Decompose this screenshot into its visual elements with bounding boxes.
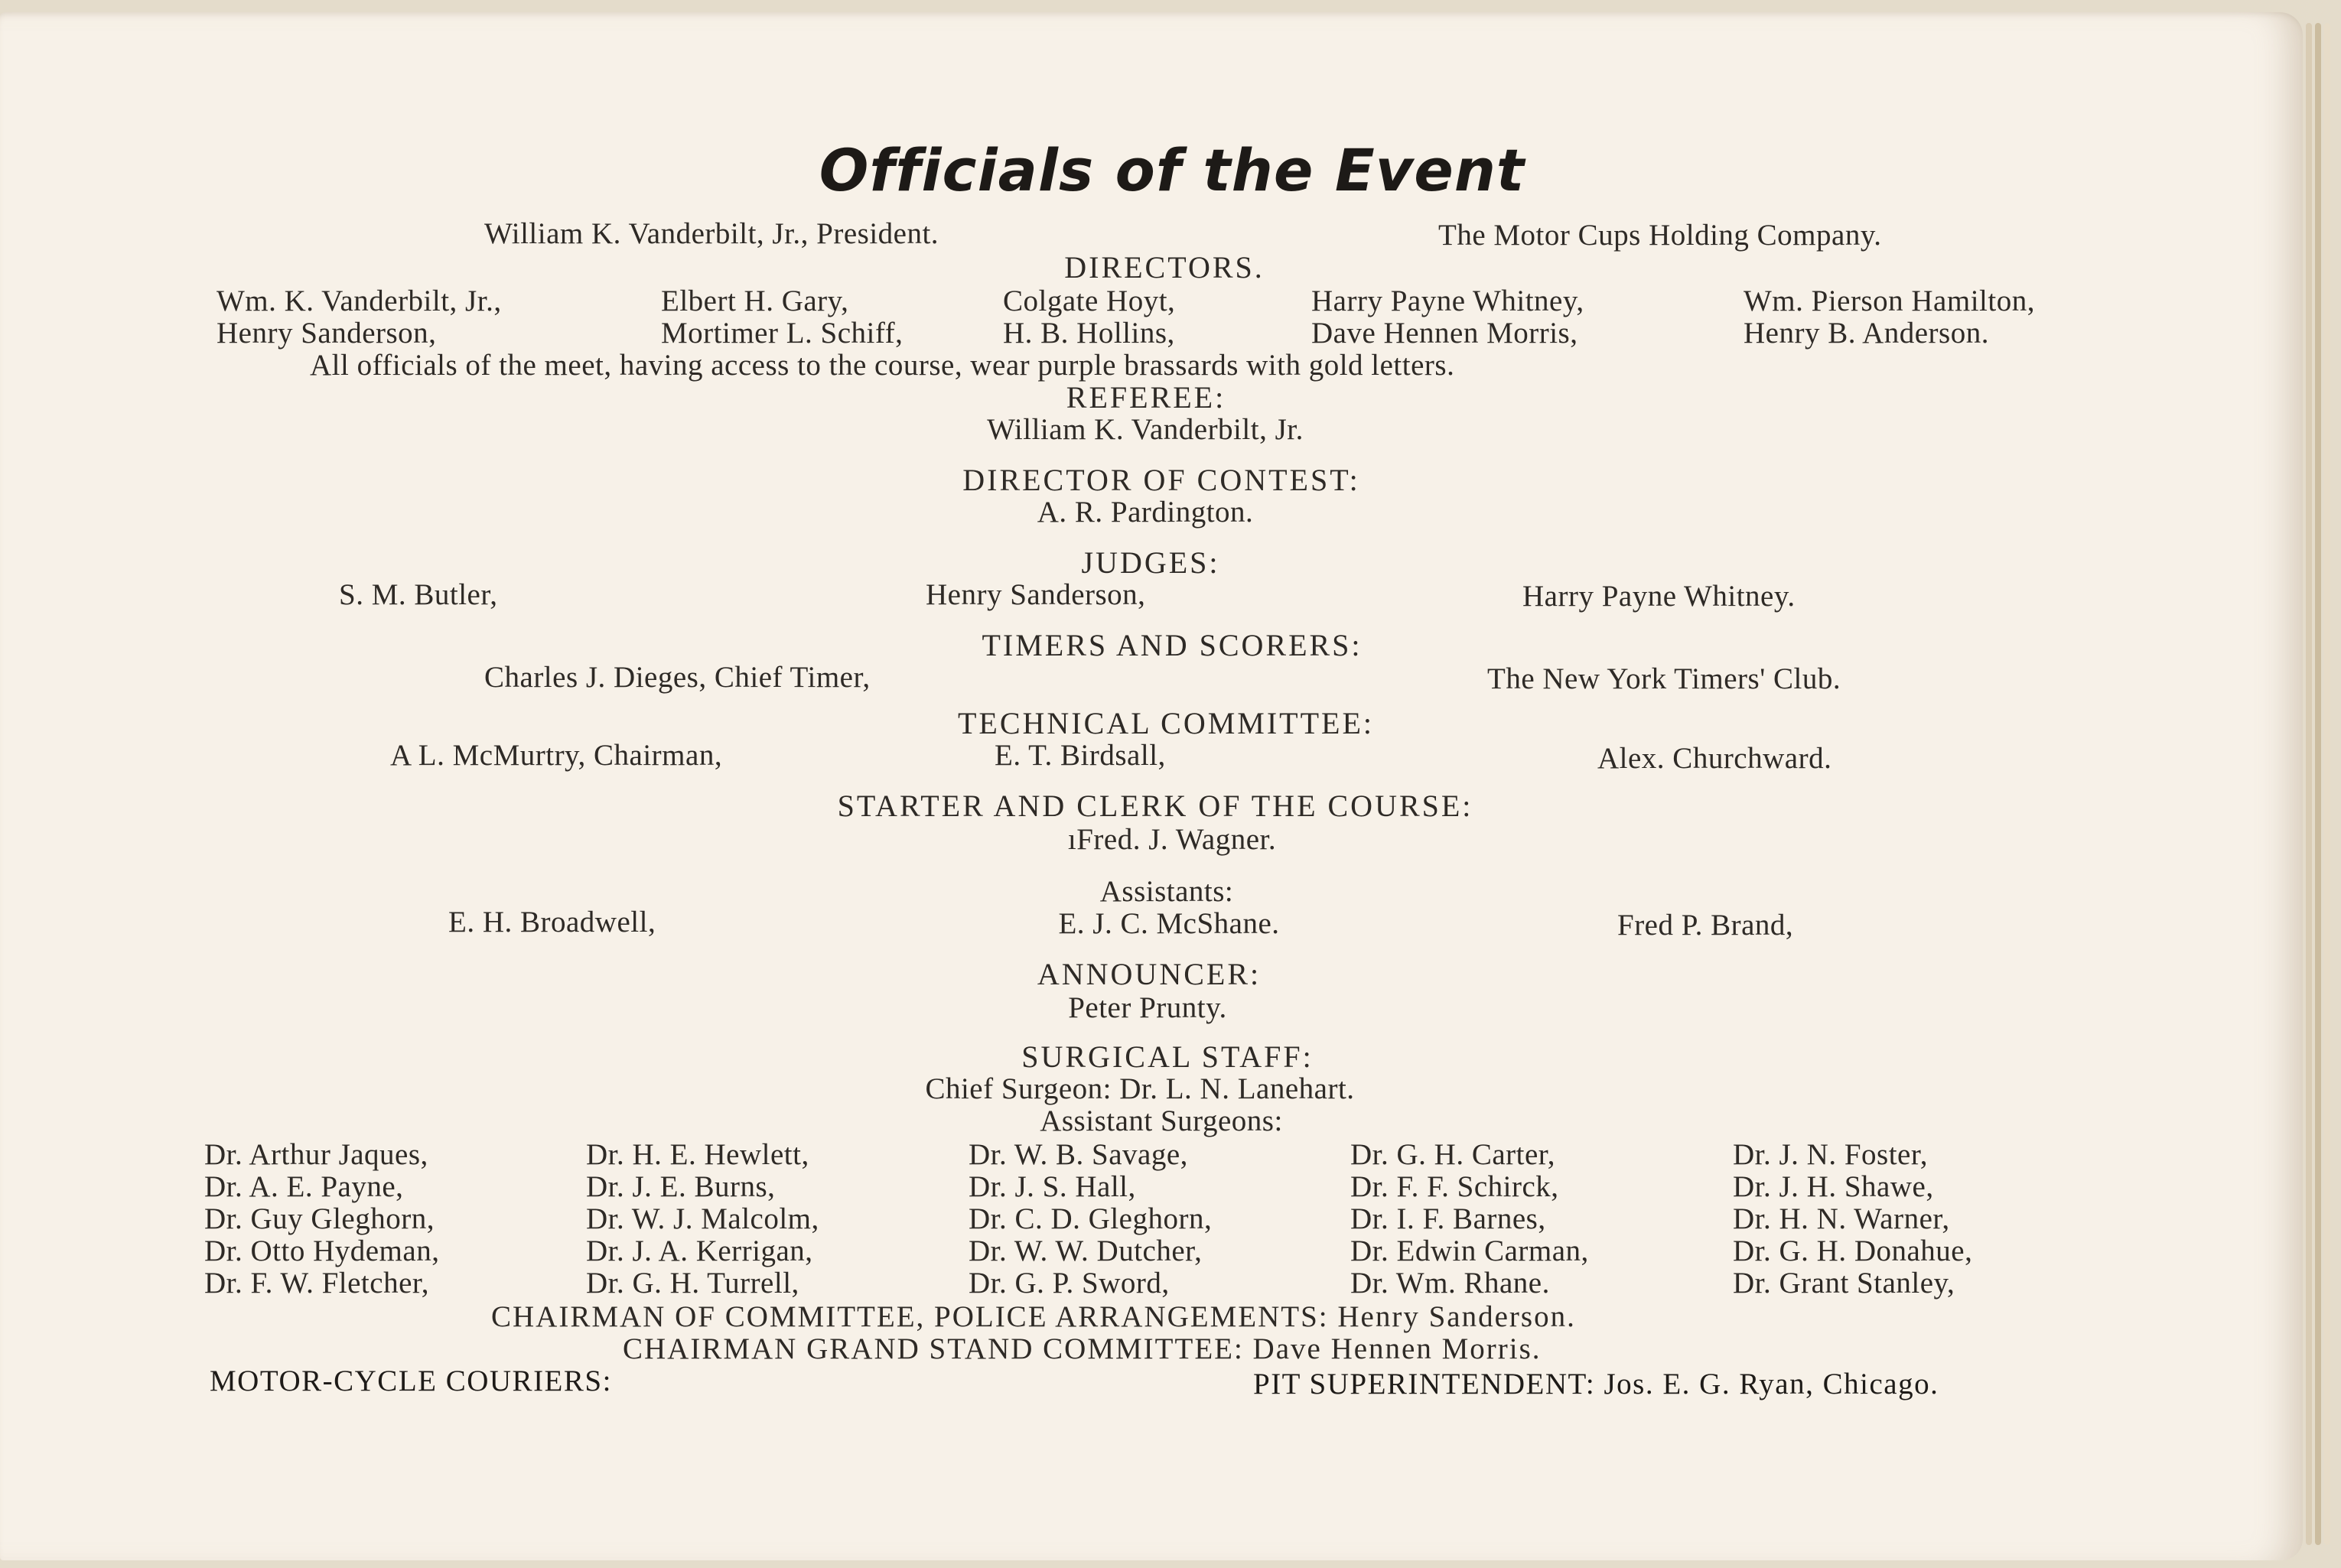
- director-name: Elbert H. Gary,: [661, 285, 849, 317]
- surgeon-name: Dr. J. A. Kerrigan,: [586, 1235, 813, 1267]
- chief-surgeon: Chief Surgeon: Dr. L. N. Lanehart.: [925, 1072, 1355, 1105]
- couriers-line: MOTOR-CYCLE COURIERS:: [210, 1365, 612, 1397]
- starter-heading: STARTER AND CLERK OF THE COURSE:: [837, 789, 1473, 823]
- police-chairman-line: CHAIRMAN OF COMMITTEE, POLICE ARRANGEMENTS: Henry Sanderson.: [491, 1300, 1576, 1333]
- assistant-name: E. J. C. McShane.: [1058, 907, 1280, 940]
- surgeon-name: Dr. G. H. Turrell,: [586, 1267, 799, 1300]
- timers-club: The New York Timers' Club.: [1487, 662, 1841, 695]
- committee-member: E. T. Birdsall,: [995, 739, 1166, 772]
- assistant-name: E. H. Broadwell,: [448, 906, 656, 939]
- director-name: Henry Sanderson,: [217, 317, 437, 350]
- surgeon-name: Dr. J. S. Hall,: [969, 1170, 1136, 1203]
- director-name: Wm. K. Vanderbilt, Jr.,: [217, 285, 502, 317]
- surgeon-name: Dr. Grant Stanley,: [1733, 1267, 1955, 1300]
- page-edge: [2306, 23, 2312, 1545]
- committee-member: A L. McMurtry, Chairman,: [390, 739, 723, 772]
- assistants-heading: Assistants:: [1099, 875, 1234, 908]
- chief-timer: Charles J. Dieges, Chief Timer,: [484, 661, 871, 694]
- director-of-contest-name: A. R. Pardington.: [1037, 496, 1254, 529]
- company-line: The Motor Cups Holding Company.: [1438, 219, 1882, 252]
- timers-heading: TIMERS AND SCORERS:: [982, 628, 1363, 662]
- judges-heading: JUDGES:: [1081, 545, 1220, 580]
- judge-name: S. M. Butler,: [339, 578, 498, 611]
- surgeon-name: Dr. W. B. Savage,: [969, 1138, 1188, 1171]
- surgeon-name: Dr. Otto Hydeman,: [204, 1235, 440, 1267]
- director-name: Mortimer L. Schiff,: [661, 317, 904, 350]
- brassards-note: All officials of the meet, having access to the course, wear purple brassards with gold letters.: [310, 349, 1455, 382]
- page-edge: [2324, 23, 2330, 1545]
- surgeon-name: Dr. Wm. Rhane.: [1350, 1267, 1550, 1300]
- director-name: Henry B. Anderson.: [1744, 317, 1989, 350]
- surgeon-name: Dr. G. H. Donahue,: [1733, 1235, 1973, 1267]
- assistant-name: Fred P. Brand,: [1617, 909, 1794, 942]
- surgeon-name: Dr. W. W. Dutcher,: [969, 1235, 1203, 1267]
- surgeon-name: Dr. F. F. Schirck,: [1350, 1170, 1559, 1203]
- director-name: Colgate Hoyt,: [1003, 285, 1176, 317]
- page-edge: [2315, 23, 2321, 1545]
- surgical-staff-heading: SURGICAL STAFF:: [1021, 1039, 1314, 1074]
- pit-superintendent-line: PIT SUPERINTENDENT: Jos. E. G. Ryan, Chicago.: [1253, 1368, 1939, 1400]
- surgeon-name: Dr. W. J. Malcolm,: [586, 1202, 819, 1235]
- grandstand-chairman-line: CHAIRMAN GRAND STAND COMMITTEE: Dave Hennen Morris.: [623, 1332, 1542, 1365]
- assistant-surgeons-heading: Assistant Surgeons:: [1040, 1104, 1283, 1137]
- director-name: H. B. Hollins,: [1003, 317, 1175, 350]
- surgeon-name: Dr. Arthur Jaques,: [204, 1138, 428, 1171]
- judge-name: Harry Payne Whitney.: [1522, 580, 1796, 613]
- surgeon-name: Dr. H. N. Warner,: [1733, 1202, 1950, 1235]
- announcer-heading: ANNOUNCER:: [1037, 957, 1262, 991]
- director-name: Wm. Pierson Hamilton,: [1744, 285, 2035, 317]
- referee-name: William K. Vanderbilt, Jr.: [987, 413, 1304, 446]
- surgeon-name: Dr. C. D. Gleghorn,: [969, 1202, 1213, 1235]
- director-name: Harry Payne Whitney,: [1311, 285, 1584, 317]
- surgeon-name: Dr. J. H. Shawe,: [1733, 1170, 1934, 1203]
- surgeon-name: Dr. G. P. Sword,: [969, 1267, 1170, 1300]
- director-name: Dave Hennen Morris,: [1311, 317, 1578, 350]
- directors-heading: DIRECTORS.: [1064, 250, 1265, 285]
- president-line: William K. Vanderbilt, Jr., President.: [484, 217, 939, 250]
- committee-member: Alex. Churchward.: [1597, 742, 1832, 775]
- surgeon-name: Dr. Guy Gleghorn,: [204, 1202, 435, 1235]
- surgeon-name: Dr. H. E. Hewlett,: [586, 1138, 809, 1171]
- referee-heading: REFEREE:: [1066, 380, 1226, 415]
- surgeon-name: Dr. J. N. Foster,: [1733, 1138, 1929, 1171]
- surgeon-name: Dr. I. F. Barnes,: [1350, 1202, 1546, 1235]
- page-title: Officials of the Event: [819, 136, 1525, 204]
- surgeon-name: Dr. F. W. Fletcher,: [204, 1267, 430, 1300]
- judge-name: Henry Sanderson,: [926, 578, 1146, 611]
- surgeon-name: Dr. G. H. Carter,: [1350, 1138, 1555, 1171]
- surgeon-name: Dr. A. E. Payne,: [204, 1170, 404, 1203]
- surgeon-name: Dr. Edwin Carman,: [1350, 1235, 1589, 1267]
- announcer-name: Peter Prunty.: [1068, 991, 1227, 1024]
- director-of-contest-heading: DIRECTOR OF CONTEST:: [962, 463, 1360, 497]
- technical-committee-heading: TECHNICAL COMMITTEE:: [957, 706, 1375, 740]
- surgeon-name: Dr. J. E. Burns,: [586, 1170, 776, 1203]
- starter-name: ıFred. J. Wagner.: [1067, 823, 1277, 856]
